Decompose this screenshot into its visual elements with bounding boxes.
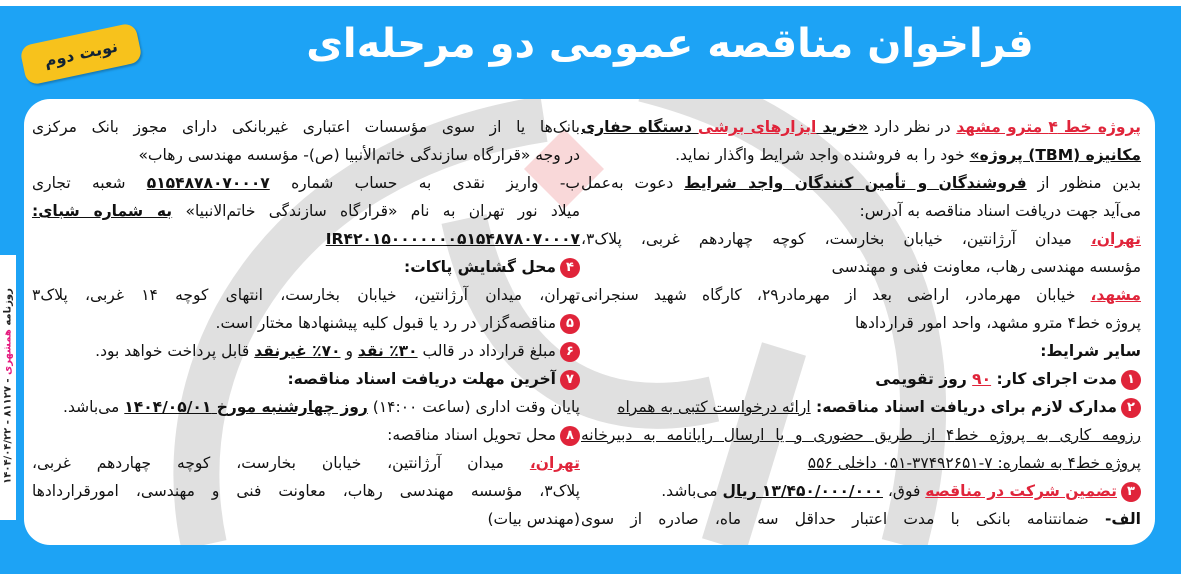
text-segment: بدین منظور از	[1026, 174, 1141, 192]
text-segment: مشهد،	[1090, 286, 1141, 304]
text-segment: دستگاه حفاری	[581, 118, 699, 136]
text-segment: مدارک لازم برای دریافت اسناد مناقصه:	[810, 398, 1117, 416]
right-column	[581, 113, 1141, 533]
text-segment: تهران، میدان آرژانتین، خیابان بخارست، انتهای کوچه ۱۴ غربی، پلاک۳	[32, 286, 581, 304]
text-line	[32, 141, 580, 169]
text-segment: رزومه کاری به پروژه خط۴ از طریق حضوری و یا ارسال رایانامه به دبیرخانه	[581, 426, 1141, 444]
text-segment: دعوت به‌عمل	[581, 174, 685, 192]
text-segment: میدان آرژانتین، خیابان بخارست، کوچه چهاردهم غربی، پلاک۳،	[581, 230, 1091, 248]
text-line	[32, 393, 580, 421]
round-badge: نوبت دوم	[19, 22, 143, 86]
text-segment: محل تحویل اسناد مناقصه:	[387, 426, 556, 444]
text-segment: تضمین شرکت در مناقصه	[925, 482, 1117, 500]
side-caption-prefix: روزنامه	[2, 288, 14, 326]
text-line	[32, 253, 580, 281]
text-line	[581, 225, 1141, 253]
text-line	[581, 365, 1141, 393]
item-number-badge: ۶	[560, 342, 580, 362]
text-segment: بانک‌ها یا از سوی مؤسسات اعتباری غیربانکی دارای مجوز بانک مرکزی	[32, 118, 580, 136]
text-segment: فروشندگان و تأمین کنندگان واجد شرایط	[684, 174, 1027, 192]
text-line	[32, 309, 580, 337]
side-caption-suffix: - ۸۱۱۲۷ - ۱۴۰۴/۰۴/۲۲	[2, 378, 14, 484]
text-segment: ابزارهای برشی	[698, 118, 817, 136]
text-line	[581, 281, 1141, 309]
text-segment: مؤسسه مهندسی رهاب، معاونت فنی و مهندسی	[831, 258, 1141, 276]
text-segment: ۳۰٪ نقد	[357, 342, 418, 360]
text-segment: پروژه خط۴ به شماره: ۷-۳۷۴۹۲۶۵۱-۰۵۱ داخلی ۵۵۶	[807, 454, 1141, 472]
text-segment: به شماره شبای:	[32, 202, 173, 220]
text-line	[581, 113, 1141, 141]
item-number-badge: ۷	[560, 370, 580, 390]
text-segment: پایان وقت اداری (ساعت ۱۴:۰۰)	[367, 398, 580, 416]
text-segment: روز تقویمی	[875, 370, 973, 388]
text-segment: و	[340, 342, 358, 360]
side-caption-publication: همشهری	[2, 329, 14, 375]
text-segment: پلاک۳، مؤسسه مهندسی رهاب، معاونت فنی و مهندسی، امورقراردادها	[32, 482, 580, 500]
text-segment: مناقصه‌گزار در رد یا قبول کلیه پیشنهادها مختار است.	[215, 314, 556, 332]
text-segment: مکانیزه (TBM) پروژه»	[969, 146, 1141, 164]
text-line	[32, 365, 580, 393]
notice-body	[24, 99, 1155, 545]
text-segment: مبلغ قرارداد در قالب	[417, 342, 556, 360]
text-segment: تهران،	[1090, 230, 1141, 248]
text-line	[581, 253, 1141, 281]
item-number-badge: ۸	[560, 426, 580, 446]
text-line	[581, 337, 1141, 365]
text-segment: سایر شرایط:	[1040, 342, 1141, 360]
text-segment: تهران،	[529, 454, 580, 472]
text-segment: روز چهارشنبه مورخ ۱۴۰۴/۰۵/۰۱	[124, 398, 368, 416]
text-line	[32, 113, 580, 141]
item-number-badge: ۳	[1121, 482, 1141, 502]
text-segment: (مهندس بیات)	[487, 510, 580, 528]
text-segment: ۹۰	[972, 370, 992, 388]
text-segment: میدان آرژانتین، خیابان بخارست، کوچه چهاردهم غربی،	[32, 454, 530, 472]
text-line	[581, 421, 1141, 449]
text-segment: می‌باشد.	[661, 482, 723, 500]
text-segment: الف-	[1104, 510, 1141, 528]
text-line	[581, 505, 1141, 533]
text-segment: «خرید	[816, 118, 869, 136]
text-line	[581, 393, 1141, 421]
item-number-badge: ۲	[1121, 398, 1141, 418]
text-line	[32, 281, 580, 309]
item-number-badge: ۱	[1121, 370, 1141, 390]
text-line	[32, 505, 580, 533]
text-segment: ۷۰٪ غیرنقد	[254, 342, 341, 360]
text-segment: می‌باشد.	[63, 398, 125, 416]
left-column	[32, 113, 580, 533]
text-segment: محل گشایش پاکات:	[404, 258, 556, 276]
text-segment: در وجه «قرارگاه سازندگی خاتم‌الأنبیا (ص)- مؤسسه مهندسی رهاب»	[138, 146, 580, 164]
text-line	[581, 141, 1141, 169]
text-segment: ۱۳/۴۵۰/۰۰۰/۰۰۰ ریال	[722, 482, 883, 500]
text-line	[32, 337, 580, 365]
text-segment: پروژه خط ۴ مترو مشهد	[956, 118, 1141, 136]
text-segment: در نظر دارد	[868, 118, 957, 136]
text-line	[32, 449, 580, 477]
text-segment: آخرین مهلت دریافت اسناد مناقصه:	[287, 370, 556, 388]
text-line	[581, 477, 1141, 505]
text-segment: شعبه تجاری	[32, 174, 147, 192]
text-segment: ضمانتنامه بانکی با مدت اعتبار حداقل سه ماه، صادره از سوی	[581, 510, 1105, 528]
text-line	[32, 225, 580, 253]
text-segment: ارائه درخواست کتبی به همراه	[617, 398, 811, 416]
text-line	[32, 421, 580, 449]
text-line	[581, 169, 1141, 197]
text-segment: می‌آید جهت دریافت اسناد مناقصه به آدرس:	[859, 202, 1141, 220]
text-segment: فوق،	[882, 482, 926, 500]
page-title: فراخوان مناقصه عمومی دو مرحله‌ای	[306, 21, 1034, 67]
text-segment: ۵۱۵۴۸۷۸۰۷۰۰۰۷	[146, 174, 270, 192]
item-number-badge: ۴	[560, 258, 580, 278]
text-segment: قابل پرداخت خواهد بود.	[95, 342, 255, 360]
text-segment: ب- واریز نقدی به حساب شماره	[269, 174, 581, 192]
text-line	[32, 197, 580, 225]
text-segment: مدت اجرای کار:	[991, 370, 1117, 388]
text-line	[32, 477, 580, 505]
text-segment: IR۴۲۰۱۵۰۰۰۰۰۰۰۵۱۵۴۸۷۸۰۷۰۰۰۷	[325, 230, 580, 248]
side-caption	[1, 254, 17, 519]
item-number-badge: ۵	[560, 314, 580, 334]
text-segment: خود را به فروشنده واجد شرایط واگذار نماید.	[675, 146, 970, 164]
text-line	[581, 449, 1141, 477]
text-segment: میلاد نور تهران به نام «قرارگاه سازندگی خاتم‌الانبیا»	[172, 202, 580, 220]
text-line	[581, 197, 1141, 225]
text-line	[581, 309, 1141, 337]
text-segment: خیابان مهرمادر، اراضی بعد از مهرمادر۲۹، کارگاه شهید سنجرانی	[581, 286, 1091, 304]
text-segment: پروژه خط۴ مترو مشهد، واحد امور قراردادها	[855, 314, 1141, 332]
text-line	[32, 169, 580, 197]
